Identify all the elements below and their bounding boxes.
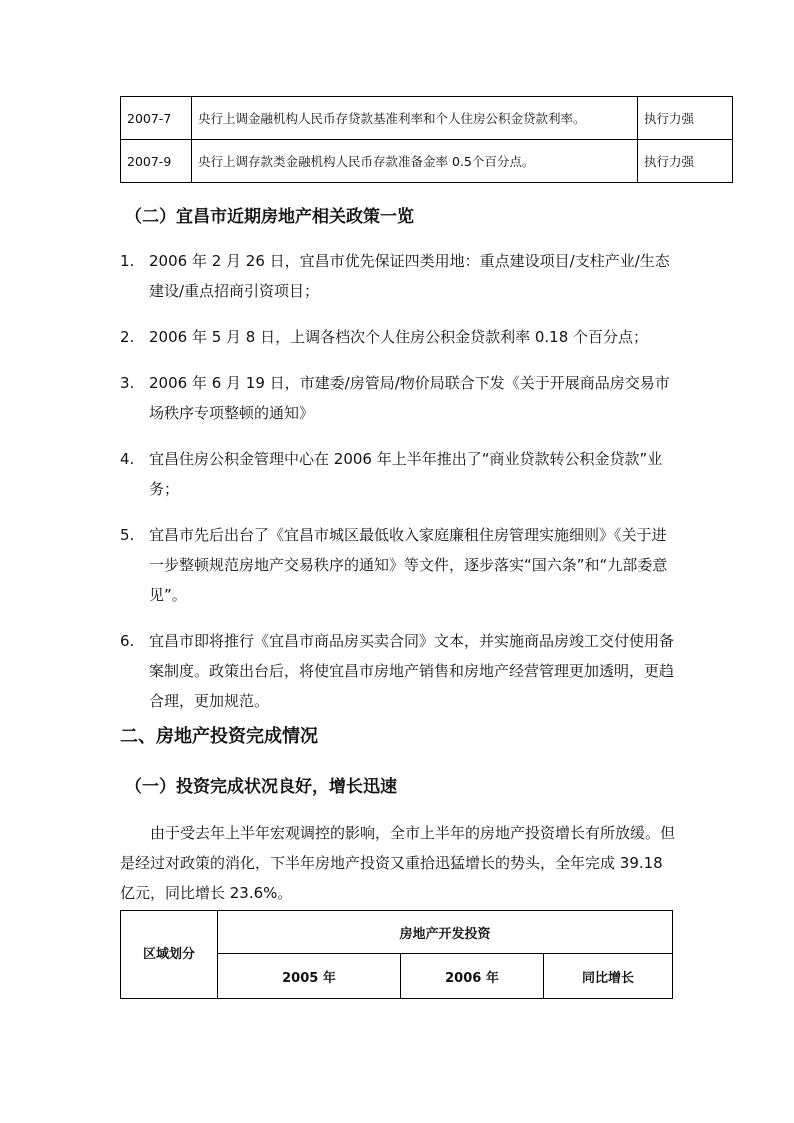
- list-text: 2006 年 2 月 26 日，宜昌市优先保证四类用地：重点建设项目/支柱产业/生态建设/重点招商引资项目；: [149, 252, 670, 300]
- list-number: 5.: [120, 526, 135, 544]
- list-text: 2006 年 6 月 19 日，市建委/房管局/物价局联合下发《关于开展商品房交易市场秩序专项整顿的通知》: [149, 374, 670, 422]
- list-item: [120, 322, 680, 352]
- list-item: [120, 368, 680, 428]
- list-number: 4.: [120, 450, 135, 468]
- list-number: 6.: [120, 632, 135, 650]
- policy-list: [120, 246, 680, 732]
- policy-date: 2007-9: [121, 140, 192, 183]
- policy-result: 执行力强: [638, 140, 733, 183]
- list-number: 1.: [120, 252, 135, 270]
- list-item: [120, 246, 680, 306]
- column-header: 2006 年: [401, 954, 544, 999]
- section-heading-investment: 二、房地产投资完成情况: [120, 726, 318, 747]
- list-item: [120, 444, 680, 504]
- body-paragraph: 由于受去年上半年宏观调控的影响，全市上半年的房地产投资增长有所放缓。但是经过对政策的消化，下半年房地产投资又重拾迅猛增长的势头，全年完成 39.18 亿元，同比增长 23.6%。: [120, 824, 676, 902]
- list-text: 宜昌住房公积金管理中心在 2006 年上半年推出了“商业贷款转公积金贷款”业务；: [149, 450, 663, 498]
- column-header: 同比增长: [544, 954, 673, 999]
- table-row: [121, 911, 673, 954]
- region-header: 区域划分: [121, 911, 218, 999]
- policy-content: 央行上调金融机构人民币存贷款基准利率和个人住房公积金贷款利率。: [192, 97, 638, 140]
- policy-content: 央行上调存款类金融机构人民币存款准备金率 0.5个百分点。: [192, 140, 638, 183]
- list-text: 宜昌市即将推行《宜昌市商品房买卖合同》文本，并实施商品房竣工交付使用备案制度。政策出台后，将使宜昌市房地产销售和房地产经营管理更加透明，更趋合理，更加规范。: [149, 632, 675, 710]
- policy-date: 2007-7: [121, 97, 192, 140]
- subsection-heading: （一）投资完成状况良好，增长迅速: [125, 777, 397, 797]
- table-row: [121, 97, 733, 140]
- section-heading-policies: （二）宜昌市近期房地产相关政策一览: [125, 207, 414, 227]
- list-number: 3.: [120, 374, 135, 392]
- investment-table: [120, 910, 673, 999]
- list-text: 宜昌市先后出台了《宜昌市城区最低收入家庭廉租住房管理实施细则》《关于进一步整顿规范房地产交易秩序的通知》等文件，逐步落实“国六条”和“九部委意见”。: [149, 526, 668, 604]
- column-header: 2005 年: [218, 954, 401, 999]
- list-text: 2006 年 5 月 8 日，上调各档次个人住房公积金贷款利率 0.18 个百分点；: [149, 328, 649, 346]
- list-number: 2.: [120, 328, 135, 346]
- group-header: 房地产开发投资: [218, 911, 673, 954]
- policy-table: [120, 96, 733, 183]
- list-item: [120, 520, 680, 610]
- list-item: [120, 626, 680, 716]
- table-row: [121, 140, 733, 183]
- policy-result: 执行力强: [638, 97, 733, 140]
